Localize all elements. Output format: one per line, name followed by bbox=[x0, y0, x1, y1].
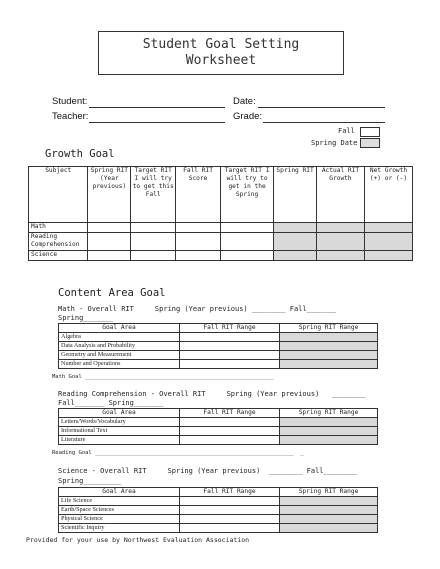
spring-date-label: Spring Date bbox=[311, 139, 358, 147]
cell[interactable] bbox=[280, 427, 378, 436]
cell[interactable] bbox=[316, 251, 364, 261]
goal-area-label: Algebra bbox=[59, 333, 180, 342]
table-row bbox=[29, 223, 413, 233]
table-row bbox=[59, 524, 378, 533]
reading-goal-table bbox=[58, 408, 378, 445]
goal-area-label: Earth/Space Sciences bbox=[59, 506, 180, 515]
cell[interactable] bbox=[180, 342, 280, 351]
teacher-label: Teacher: bbox=[52, 111, 89, 122]
cell[interactable] bbox=[131, 223, 176, 233]
science-col-fall: Fall RIT Range bbox=[180, 488, 280, 497]
reading-rit-line: Reading Comprehension - Overall RIT Spring (Year previous) ________ bbox=[58, 390, 366, 398]
header-spring-rit: Spring RIT bbox=[274, 167, 317, 223]
cell[interactable] bbox=[280, 418, 378, 427]
goal-area-label: Life Science bbox=[59, 497, 180, 506]
science-spring-line: Spring_________ bbox=[58, 477, 122, 485]
math-rit-line: Math - Overall RIT Spring (Year previous) ________ Fall_______ bbox=[58, 305, 337, 313]
table-row bbox=[59, 342, 378, 351]
table-row bbox=[59, 497, 378, 506]
cell[interactable] bbox=[180, 436, 280, 445]
fall-date-box[interactable] bbox=[360, 127, 380, 137]
growth-goal-header-row bbox=[29, 167, 413, 223]
cell[interactable] bbox=[280, 351, 378, 360]
cell[interactable] bbox=[280, 497, 378, 506]
cell[interactable] bbox=[316, 223, 364, 233]
teacher-field[interactable] bbox=[89, 121, 225, 123]
table-row bbox=[59, 418, 378, 427]
cell[interactable] bbox=[280, 515, 378, 524]
cell[interactable] bbox=[180, 418, 280, 427]
goal-area-label: Scientific Inquiry bbox=[59, 524, 180, 533]
science-col-spring: Spring RIT Range bbox=[280, 488, 378, 497]
table-row bbox=[59, 427, 378, 436]
cell[interactable] bbox=[180, 515, 280, 524]
goal-area-label: Geometry and Measurement bbox=[59, 351, 180, 360]
table-row bbox=[59, 333, 378, 342]
header-actual-growth: Actual RIT Growth bbox=[316, 167, 364, 223]
table-row bbox=[59, 360, 378, 369]
grade-field[interactable] bbox=[263, 121, 385, 123]
cell[interactable] bbox=[220, 223, 273, 233]
reading-col-goal-area: Goal Area bbox=[59, 409, 180, 418]
math-col-goal-area: Goal Area bbox=[59, 324, 180, 333]
row-label-science: Science bbox=[29, 251, 88, 261]
goal-area-label: Data Analysis and Probability bbox=[59, 342, 180, 351]
header-spring-rit-previous: Spring RIT (Year previous) bbox=[88, 167, 131, 223]
student-label: Student: bbox=[52, 96, 88, 107]
student-field[interactable] bbox=[89, 106, 225, 108]
cell[interactable] bbox=[280, 333, 378, 342]
cell[interactable] bbox=[176, 251, 221, 261]
science-col-goal-area: Goal Area bbox=[59, 488, 180, 497]
math-spring-line: Spring_______ bbox=[58, 314, 113, 322]
title-line-2: Worksheet bbox=[185, 53, 257, 68]
cell[interactable] bbox=[364, 223, 412, 233]
math-col-spring: Spring RIT Range bbox=[280, 324, 378, 333]
header-fall-rit-score: Fall RIT Score bbox=[176, 167, 221, 223]
table-row bbox=[59, 351, 378, 360]
footer-credit: Provided for your use by Northwest Evaluation Association bbox=[26, 536, 250, 544]
goal-area-label: Informational Text bbox=[59, 427, 180, 436]
goal-area-label: Number and Operations bbox=[59, 360, 180, 369]
science-rit-line: Science - Overall RIT Spring (Year previous) ________ Fall________ bbox=[58, 467, 358, 475]
cell[interactable] bbox=[180, 524, 280, 533]
cell[interactable] bbox=[316, 233, 364, 251]
title-box bbox=[98, 31, 344, 75]
row-label-math: Math bbox=[29, 223, 88, 233]
cell[interactable] bbox=[180, 506, 280, 515]
cell[interactable] bbox=[180, 427, 280, 436]
cell[interactable] bbox=[88, 223, 131, 233]
table-row bbox=[29, 233, 413, 251]
title-line-1: Student Goal Setting bbox=[142, 37, 300, 52]
spring-date-box[interactable] bbox=[360, 138, 380, 148]
cell[interactable] bbox=[131, 251, 176, 261]
cell[interactable] bbox=[280, 436, 378, 445]
goal-area-label: Letters/Words/Vocabulary bbox=[59, 418, 180, 427]
cell[interactable] bbox=[180, 351, 280, 360]
grade-label: Grade: bbox=[233, 111, 263, 122]
header-target-fall: Target RIT I will try to get this Fall bbox=[131, 167, 176, 223]
header-net-growth: Net Growth (+) or (-) bbox=[364, 167, 412, 223]
math-goal-line[interactable]: Math Goal _________________________________________________________ bbox=[52, 374, 274, 380]
goal-area-label: Literature bbox=[59, 436, 180, 445]
cell[interactable] bbox=[274, 233, 317, 251]
cell[interactable] bbox=[180, 360, 280, 369]
cell[interactable] bbox=[176, 233, 221, 251]
reading-goal-line[interactable]: Reading Goal ____________________________________________________________ _ bbox=[52, 450, 304, 456]
table-row bbox=[29, 251, 413, 261]
cell[interactable] bbox=[180, 333, 280, 342]
cell[interactable] bbox=[131, 233, 176, 251]
cell[interactable] bbox=[220, 233, 273, 251]
table-row bbox=[59, 436, 378, 445]
math-goal-table bbox=[58, 323, 378, 369]
growth-goal-table bbox=[28, 166, 413, 261]
table-row bbox=[59, 506, 378, 515]
header-subject: Subject bbox=[29, 167, 88, 223]
cell[interactable] bbox=[280, 524, 378, 533]
cell[interactable] bbox=[220, 251, 273, 261]
row-label-reading: Reading Comprehension bbox=[29, 233, 88, 251]
cell[interactable] bbox=[280, 342, 378, 351]
cell[interactable] bbox=[280, 506, 378, 515]
cell[interactable] bbox=[180, 497, 280, 506]
growth-goal-title: Growth Goal bbox=[45, 148, 115, 160]
cell[interactable] bbox=[176, 223, 221, 233]
science-goal-table bbox=[58, 487, 378, 533]
reading-fall-spring-line: Fall_______ Spring_______ bbox=[58, 399, 164, 407]
reading-col-spring: Spring RIT Range bbox=[280, 409, 378, 418]
fall-date-label: Fall bbox=[338, 127, 355, 135]
math-col-fall: Fall RIT Range bbox=[180, 324, 280, 333]
cell[interactable] bbox=[364, 251, 412, 261]
reading-col-fall: Fall RIT Range bbox=[180, 409, 280, 418]
cell[interactable] bbox=[88, 251, 131, 261]
goal-area-label: Physical Science bbox=[59, 515, 180, 524]
cell[interactable] bbox=[274, 251, 317, 261]
content-area-title: Content Area Goal bbox=[58, 287, 166, 299]
date-label: Date: bbox=[233, 96, 256, 107]
cell[interactable] bbox=[364, 233, 412, 251]
table-row bbox=[59, 515, 378, 524]
cell[interactable] bbox=[280, 360, 378, 369]
date-field[interactable] bbox=[258, 106, 385, 108]
cell[interactable] bbox=[274, 223, 317, 233]
cell[interactable] bbox=[88, 233, 131, 251]
header-target-spring: Target RIT I will try to get in the Spring bbox=[220, 167, 273, 223]
